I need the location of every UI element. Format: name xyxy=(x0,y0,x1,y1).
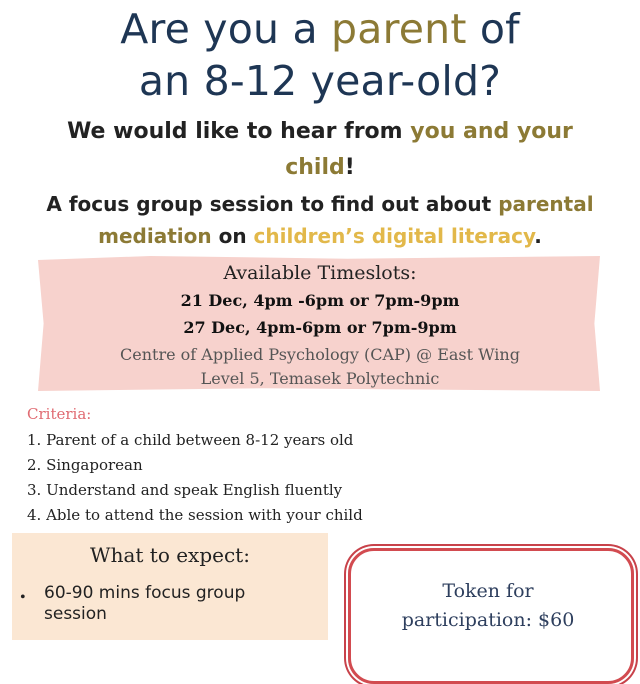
intro-line-2 xyxy=(0,220,640,252)
criteria-item-2: 2. Singaporean xyxy=(27,456,143,474)
bullet-icon: • xyxy=(20,589,26,606)
timeslots-heading: Available Timeslots: xyxy=(223,262,417,284)
criteria-heading: Criteria: xyxy=(27,405,92,423)
intro-highlight-digital-literacy: children’s digital literacy xyxy=(253,224,535,248)
subtitle-line-2 xyxy=(0,152,640,184)
location-line-2: Level 5, Temasek Polytechnic xyxy=(200,369,440,388)
intro-highlight-parental: parental xyxy=(498,192,594,216)
intro-period: . xyxy=(534,224,542,248)
criteria-item-1: 1. Parent of a child between 8-12 years old xyxy=(27,431,354,449)
headline-line-1 xyxy=(0,4,640,54)
timeslot-1: 21 Dec, 4pm -6pm or 7pm-9pm xyxy=(180,291,460,310)
subtitle-highlight-child: child xyxy=(285,155,345,180)
timeslot-2: 27 Dec, 4pm-6pm or 7pm-9pm xyxy=(183,318,457,337)
token-text xyxy=(362,577,614,635)
location-line-1: Centre of Applied Psychology (CAP) @ East Wing xyxy=(120,345,520,364)
expect-heading: What to expect: xyxy=(90,543,250,567)
expect-bullet-1-line-1: 60-90 mins focus group xyxy=(44,583,246,603)
intro-line-1 xyxy=(0,188,640,220)
subtitle-highlight-you: you and your xyxy=(410,119,573,144)
criteria-item-4: 4. Able to attend the session with your child xyxy=(27,506,363,524)
token-line-1: Token for xyxy=(442,580,534,602)
subtitle-exclaim: ! xyxy=(344,155,355,180)
token-line-2: participation: $60 xyxy=(401,609,575,631)
intro-text-on: on xyxy=(211,224,254,248)
subtitle-line-1 xyxy=(0,116,640,148)
expect-bullet-1-line-2: session xyxy=(44,604,107,624)
intro-highlight-mediation: mediation xyxy=(98,224,212,248)
headline-text-c: of xyxy=(466,5,520,53)
criteria-item-3: 3. Understand and speak English fluently xyxy=(27,481,343,499)
headline-line-2: an 8-12 year-old? xyxy=(138,57,502,105)
headline-highlight-parent: parent xyxy=(331,5,467,53)
headline-text-a: Are you a xyxy=(120,5,332,53)
subtitle-text-a: We would like to hear from xyxy=(67,119,411,144)
intro-text-a: A focus group session to find out about xyxy=(46,192,499,216)
